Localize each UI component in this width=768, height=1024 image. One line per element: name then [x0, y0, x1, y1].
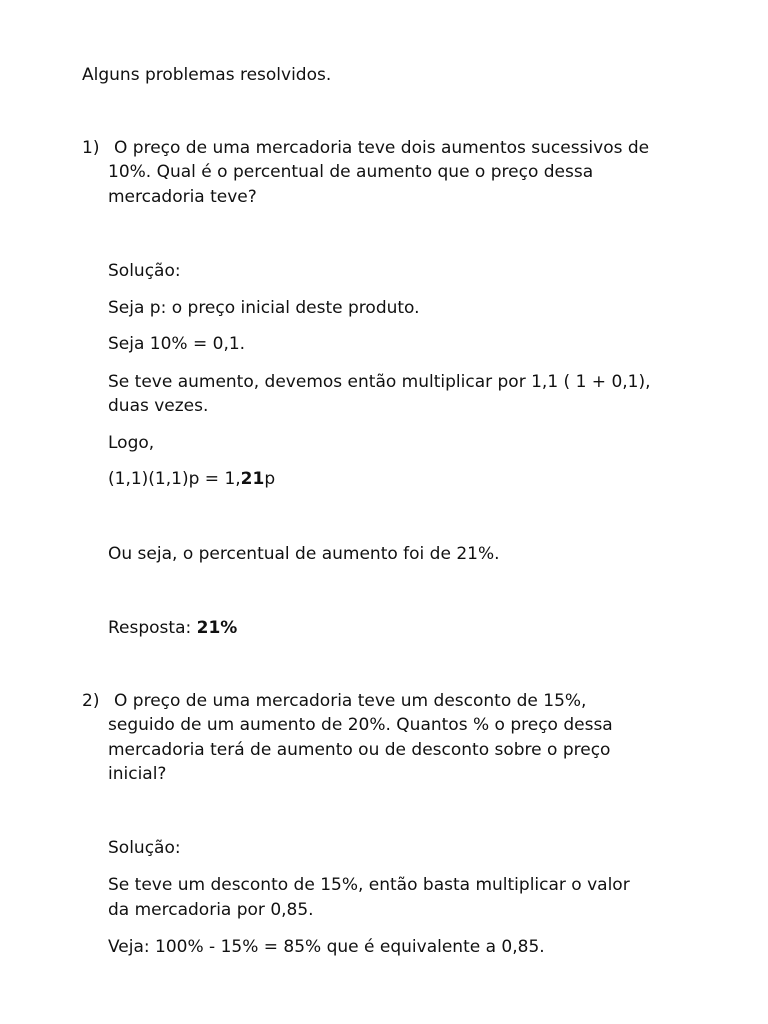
answer-label: Resposta: [108, 618, 197, 638]
problem-2-number: 2) [82, 691, 100, 711]
problem-1-solution-line-4: duas vezes. [108, 396, 209, 416]
problem-1-equation [108, 467, 275, 492]
problem-2-solution-line-1: Se teve um desconto de 15%, então basta multiplicar o valor [108, 875, 630, 895]
equation-bold: 21 [240, 469, 265, 489]
problem-1-solution-line-5: Logo, [108, 433, 155, 453]
problem-2-question-line-2: seguido de um aumento de 20%. Quantos % o preço dessa [108, 715, 613, 735]
problem-2-question-line-4: inicial? [108, 764, 167, 784]
problem-2-solution-heading: Solução: [108, 838, 181, 858]
problem-1-solution-line-2: Seja 10% = 0,1. [108, 334, 246, 354]
problem-1-answer [108, 616, 237, 641]
page-title: Alguns problemas resolvidos. [82, 65, 332, 85]
problem-1-question-line-2: 10%. Qual é o percentual de aumento que o preço dessa [108, 162, 594, 182]
problem-1-number: 1) [82, 138, 100, 158]
equation-suffix: p [264, 469, 276, 489]
problem-1-question-line-1: O preço de uma mercadoria teve dois aumentos sucessivos de [114, 138, 650, 158]
problem-2-solution-line-2: da mercadoria por 0,85. [108, 900, 314, 920]
problem-1-conclusion: Ou seja, o percentual de aumento foi de 21%. [108, 544, 500, 564]
equation-text: (1,1)(1,1)p = 1, [108, 469, 241, 489]
answer-value: 21% [196, 618, 238, 638]
problem-2-question-line-3: mercadoria terá de aumento ou de desconto sobre o preço [108, 740, 611, 760]
problem-2-solution-line-3: Veja: 100% - 15% = 85% que é equivalente a 0,85. [108, 937, 545, 957]
problem-1-question-line-3: mercadoria teve? [108, 187, 257, 207]
problem-2-question-line-1: O preço de uma mercadoria teve um desconto de 15%, [114, 691, 587, 711]
problem-1-solution-heading: Solução: [108, 261, 181, 281]
problem-1-solution-line-1: Seja p: o preço inicial deste produto. [108, 298, 420, 318]
problem-1-solution-line-3: Se teve aumento, devemos então multiplicar por 1,1 ( 1 + 0,1), [108, 372, 651, 392]
